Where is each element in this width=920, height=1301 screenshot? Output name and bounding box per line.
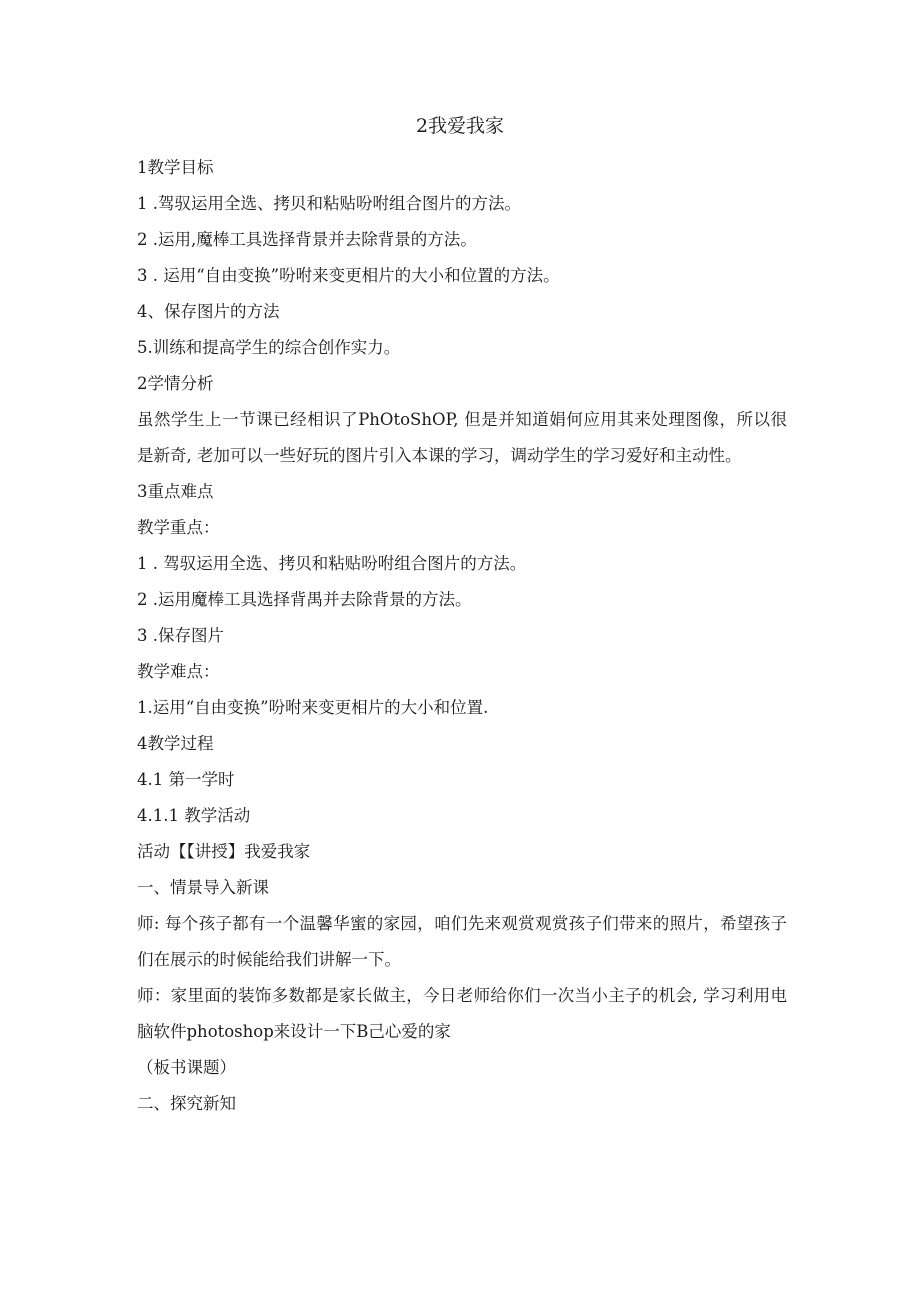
- key-point-item-2: 2 .运用魔棒工具选择背禺并去除背景的方法。: [137, 590, 472, 609]
- subsection-heading-4-1: 4.1 第一学时: [137, 770, 235, 789]
- step-heading-1: 一、情景导入新课: [137, 878, 269, 897]
- section-heading-process: 4教学过程: [137, 734, 214, 753]
- key-points-label: 教学重点：: [137, 518, 220, 537]
- objective-item-1: 1 .驾驭运用全选、拷贝和粘贴吩咐组合图片的方法。: [137, 194, 521, 213]
- document-title: 2我爱我家: [415, 115, 505, 137]
- objective-item-5: 5.训练和提高学生的综合创作实力。: [137, 338, 401, 357]
- section-heading-objectives: 1教学目标: [137, 158, 214, 177]
- step-heading-2: 二、探究新知: [137, 1094, 236, 1113]
- subsection-heading-4-1-1: 4.1.1 教学活动: [137, 806, 251, 825]
- objective-item-2: 2 .运用,魔棒工具选择背景并去除背景的方法。: [137, 230, 477, 249]
- key-point-item-1: 1 . 驾驭运用全选、拷贝和粘贴吩咐组合图片的方法。: [137, 554, 527, 573]
- analysis-paragraph: 虽然学生上一节课已经相识了PhOtoShOP, 但是并知道娟何应用其来处理图像，所以很是新奇, 老加可以一些好玩的图片引入本课的学习，调动学生的学习爱好和主动性。: [137, 410, 787, 465]
- objective-item-4: 4、保存图片的方法: [137, 302, 280, 321]
- board-note: （板书课题）: [137, 1058, 236, 1077]
- teacher-paragraph-2: 师：家里面的装饰多数都是家长做主，今日老师给你们一次当小主子的机会, 学习利用电脑软件photoshop来设计一下B己心爱的家: [137, 986, 787, 1041]
- section-heading-key-points: 3重点难点: [137, 482, 214, 501]
- key-point-item-3: 3 .保存图片: [137, 626, 224, 645]
- section-heading-analysis: 2学情分析: [137, 374, 214, 393]
- activity-heading: 活动【【讲授】我爱我家: [137, 842, 311, 861]
- objective-item-3: 3 . 运用“自由变换”吩咐来变更相片的大小和位置的方法。: [137, 266, 560, 285]
- difficulty-label: 教学难点：: [137, 662, 220, 681]
- difficulty-item-1: 1.运用“自由变换”吩咐来变更相片的大小和位置.: [137, 698, 489, 717]
- document-body: [137, 150, 787, 1122]
- teacher-paragraph-1: 师: 每个孩子都有一个温馨华蜜的家园，咱们先来观赏观赏孩子们带来的照片，希望孩子们在展示的时候能给我们讲解一下。: [137, 914, 787, 969]
